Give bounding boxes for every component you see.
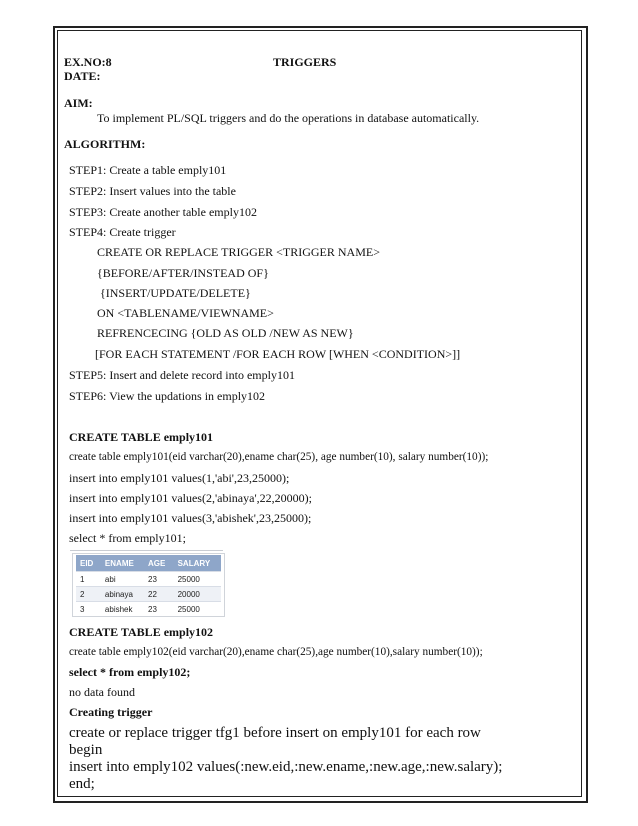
sql-select-line: select * from emply102; xyxy=(69,665,191,679)
trigger-code-line: begin xyxy=(69,742,103,758)
sql-line: create table emply102(eid varchar(20),ename char(25),age number(10),salary number(10)); xyxy=(69,646,483,658)
table-cell: abi xyxy=(101,572,144,587)
table-cell: abinaya xyxy=(101,587,144,602)
algorithm-step: STEP1: Create a table emply101 xyxy=(69,163,227,177)
table-cell: abishek xyxy=(101,602,144,617)
sql-line: select * from emply101; xyxy=(69,531,186,545)
syntax-line: {BEFORE/AFTER/INSTEAD OF} xyxy=(97,266,269,280)
aim-text: To implement PL/SQL triggers and do the operations in database automatically. xyxy=(97,111,480,125)
column-header: EID xyxy=(76,555,101,572)
table-cell: 2 xyxy=(76,587,101,602)
table-cell: 23 xyxy=(144,602,174,617)
result-table xyxy=(76,555,221,616)
algorithm-step: STEP3: Create another table emply102 xyxy=(69,205,257,219)
table-cell: 25000 xyxy=(174,602,221,617)
column-header: ENAME xyxy=(101,555,144,572)
table-cell: 1 xyxy=(76,572,101,587)
syntax-line: REFRENCECING {OLD AS OLD /NEW AS NEW} xyxy=(97,326,354,340)
syntax-line: [FOR EACH STATEMENT /FOR EACH ROW [WHEN <CONDITION>]] xyxy=(95,347,461,361)
syntax-line: {INSERT/UPDATE/DELETE} xyxy=(100,286,251,300)
table-row xyxy=(76,587,221,602)
trigger-code-line: end; xyxy=(69,776,95,792)
table-cell: 20000 xyxy=(174,587,221,602)
table-row xyxy=(76,602,221,617)
column-header: SALARY xyxy=(174,555,221,572)
query-result-text: no data found xyxy=(69,685,135,699)
algorithm-heading: ALGORITHM: xyxy=(64,137,146,151)
table-cell: 3 xyxy=(76,602,101,617)
syntax-line: CREATE OR REPLACE TRIGGER <TRIGGER NAME> xyxy=(97,245,380,259)
table-row xyxy=(76,572,221,587)
page-title: TRIGGERS xyxy=(273,55,337,69)
section-heading-emply101: CREATE TABLE emply101 xyxy=(69,430,214,444)
table-divider xyxy=(70,550,223,551)
sql-line: insert into emply101 values(1,'abi',23,25000); xyxy=(69,471,290,485)
algorithm-step: STEP6: View the updations in emply102 xyxy=(69,389,266,403)
column-header: AGE xyxy=(144,555,174,572)
table-cell: 22 xyxy=(144,587,174,602)
table-cell: 25000 xyxy=(174,572,221,587)
exercise-number: EX.NO:8 xyxy=(64,55,112,69)
sql-line: insert into emply101 values(3,'abishek',23,25000); xyxy=(69,511,312,525)
table-header-row xyxy=(76,555,221,572)
trigger-code-line: create or replace trigger tfg1 before insert on emply101 for each row xyxy=(69,725,481,741)
sql-line: create table emply101(eid varchar(20),ename char(25), age number(10), salary number(10)); xyxy=(69,451,489,463)
algorithm-step: STEP5: Insert and delete record into emply101 xyxy=(69,368,295,382)
syntax-line: ON <TABLENAME/VIEWNAME> xyxy=(97,306,274,320)
date-label: DATE: xyxy=(64,69,101,83)
section-heading-emply102: CREATE TABLE emply102 xyxy=(69,625,214,639)
algorithm-step: STEP4: Create trigger xyxy=(69,225,176,239)
aim-heading: AIM: xyxy=(64,96,93,110)
section-heading-trigger: Creating trigger xyxy=(69,705,153,719)
algorithm-step: STEP2: Insert values into the table xyxy=(69,184,236,198)
sql-line: insert into emply101 values(2,'abinaya',22,20000); xyxy=(69,491,312,505)
table-cell: 23 xyxy=(144,572,174,587)
trigger-code-line: insert into emply102 values(:new.eid,:new.ename,:new.age,:new.salary); xyxy=(69,759,503,775)
